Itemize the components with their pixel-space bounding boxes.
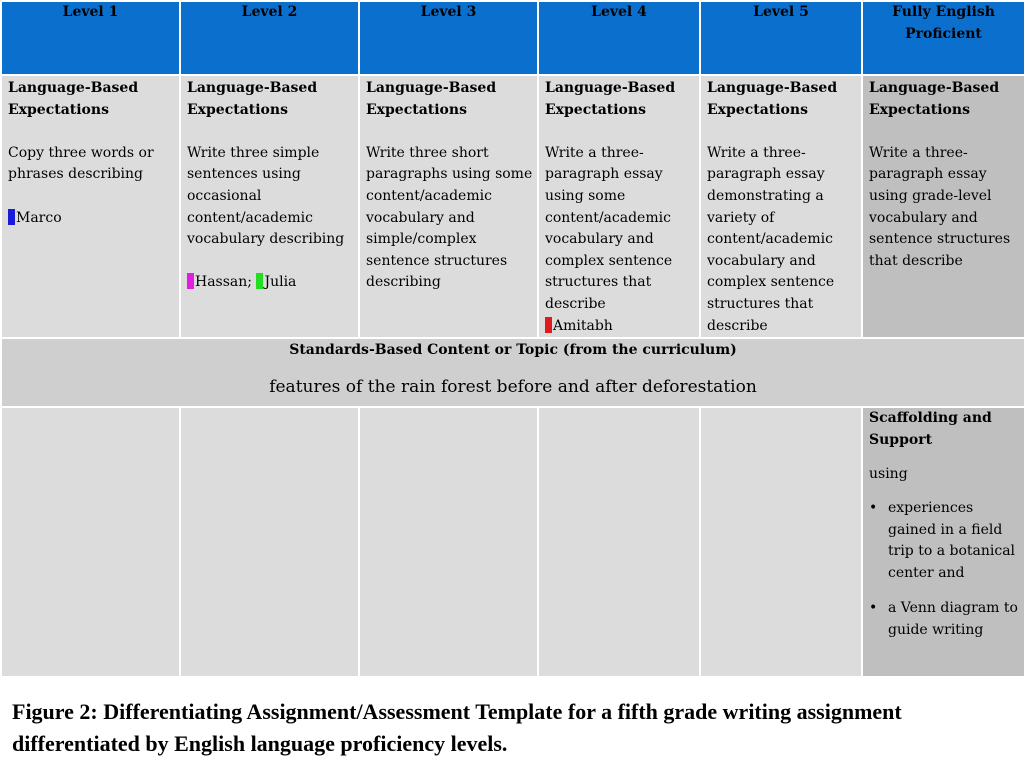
figure-caption: Figure 2: Differentiating Assignment/Assessment Template for a fifth grade writing assignment differentiated by English language proficiency levels. [12,699,902,756]
student-name: Julia [264,274,297,291]
scaffolding-intro: using [869,466,908,483]
student-name: Amitabh [553,317,613,334]
expectation-body: Write three short paragraphs using some content/academic vocabulary and simple/complex sentence structures describing [366,144,533,291]
scaffolding-fully-english-proficient [862,407,1024,677]
student-marker-red [545,317,552,333]
header-level-3: Level 3 [359,1,538,75]
expectations-level-2 [180,75,359,338]
standards-row [1,338,1024,407]
expectation-title: Language-Based Expectations [8,80,139,118]
expectation-body: Write three simple sentences using occasional content/academic vocabulary describing [187,144,345,248]
expectation-title: Language-Based Expectations [869,80,1000,118]
expectations-level-5 [700,75,862,338]
expectations-row [1,75,1024,338]
student-marker-magenta [187,273,194,289]
expectations-level-3 [359,75,538,338]
scaffolding-level-5 [700,407,862,677]
scaffolding-row [1,407,1024,677]
standards-title: Standards-Based Content or Topic (from the curriculum) [289,342,737,359]
scaffolding-list [869,498,1018,642]
expectation-body: Write a three-paragraph essay using grade-level vocabulary and sentence structures that describe [869,144,1011,269]
header-level-5: Level 5 [700,1,862,75]
expectations-level-4 [538,75,700,338]
expectation-body: Copy three words or phrases describing [8,144,154,183]
student-marker-blue [8,209,15,225]
scaffolding-level-3 [359,407,538,677]
student-list [8,208,175,230]
header-level-1: Level 1 [1,1,180,75]
standards-topic: features of the rain forest before and after deforestation [269,377,757,398]
standards-cell [1,338,1024,407]
expectation-title: Language-Based Expectations [545,80,676,118]
student-list [545,316,695,338]
expectation-body: Write a three-paragraph essay using some content/academic vocabulary and complex sentence structures that describe [545,144,673,312]
student-marker-green [256,273,263,289]
header-row [1,1,1024,75]
scaffolding-level-4 [538,407,700,677]
expectations-fully-english-proficient [862,75,1024,338]
expectation-title: Language-Based Expectations [187,80,318,118]
header-level-4: Level 4 [538,1,700,75]
scaffolding-item: • a Venn diagram to guide writing [888,598,1018,641]
header-level-2: Level 2 [180,1,359,75]
scaffolding-level-2 [180,407,359,677]
scaffolding-title: Scaffolding and Support [869,410,992,448]
expectation-title: Language-Based Expectations [707,80,838,118]
scaffolding-item: • experiences gained in a field trip to a botanical center and [888,498,1018,584]
header-fully-english-proficient: Fully English Proficient [862,1,1024,75]
expectation-body: Write a three-paragraph essay demonstrating a variety of content/academic vocabulary and complex sentence structures that describe [707,144,835,334]
expectations-level-1 [1,75,180,338]
student-list [187,272,354,294]
student-name: Marco [16,209,62,226]
expectation-title: Language-Based Expectations [366,80,497,118]
student-name: Hassan; [195,274,253,291]
scaffolding-level-1 [1,407,180,677]
